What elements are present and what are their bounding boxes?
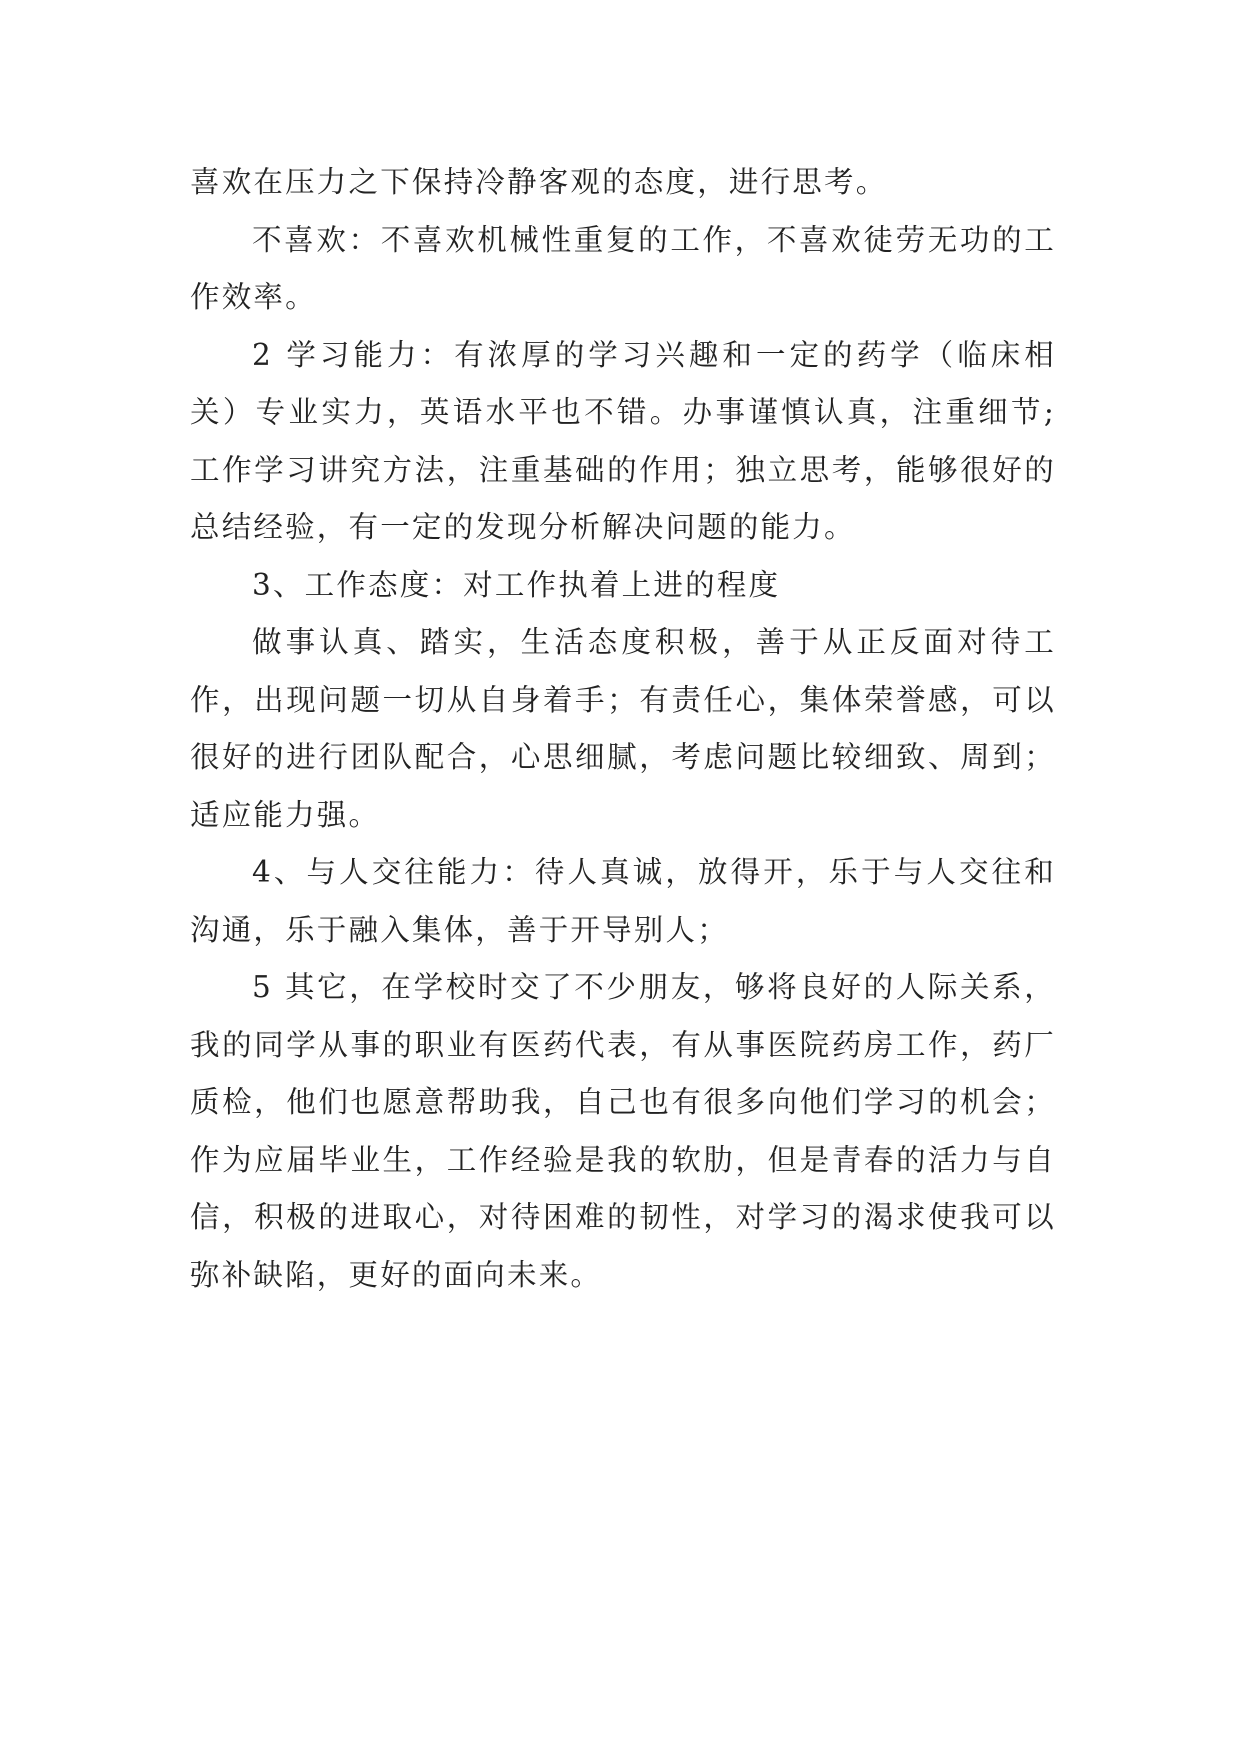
document-body [190,154,1056,1304]
paragraph-continuation: 喜欢在压力之下保持冷静客观的态度，进行思考。 [190,165,888,199]
paragraph-interpersonal-ability: 4、与人交往能力：待人真诚，放得开，乐于与人交往和沟通，乐于融入集体，善于开导别人； [190,855,1056,947]
paragraph-work-attitude: 做事认真、踏实，生活态度积极，善于从正反面对待工作，出现问题一切从自身着手；有责任心，集体荣誉感，可以很好的进行团队配合，心思细腻，考虑问题比较细致、周到；适应能力强。 [190,625,1056,832]
paragraph-work-attitude-heading: 3、工作态度：对工作执着上进的程度 [252,567,781,602]
paragraph-dislikes: 不喜欢：不喜欢机械性重复的工作，不喜欢徒劳无功的工作效率。 [190,222,1056,314]
paragraph-learning-ability: 2 学习能力：有浓厚的学习兴趣和一定的药学（临床相关）专业实力，英语水平也不错。办事谨慎认真，注重细节;工作学习讲究方法，注重基础的作用；独立思考，能够很好的总结经验，有一定的发现分析解决问题的能力。 [190,337,1056,544]
paragraph-other: 5 其它，在学校时交了不少朋友，够将良好的人际关系，我的同学从事的职业有医药代表，有从事医院药房工作，药厂质检，他们也愿意帮助我，自己也有很多向他们学习的机会；作为应届毕业生，工作经验是我的软肋，但是青春的活力与自信，积极的进取心，对待困难的韧性，对学习的渴求使我可以弥补缺陷，更好的面向未来。 [190,970,1056,1292]
